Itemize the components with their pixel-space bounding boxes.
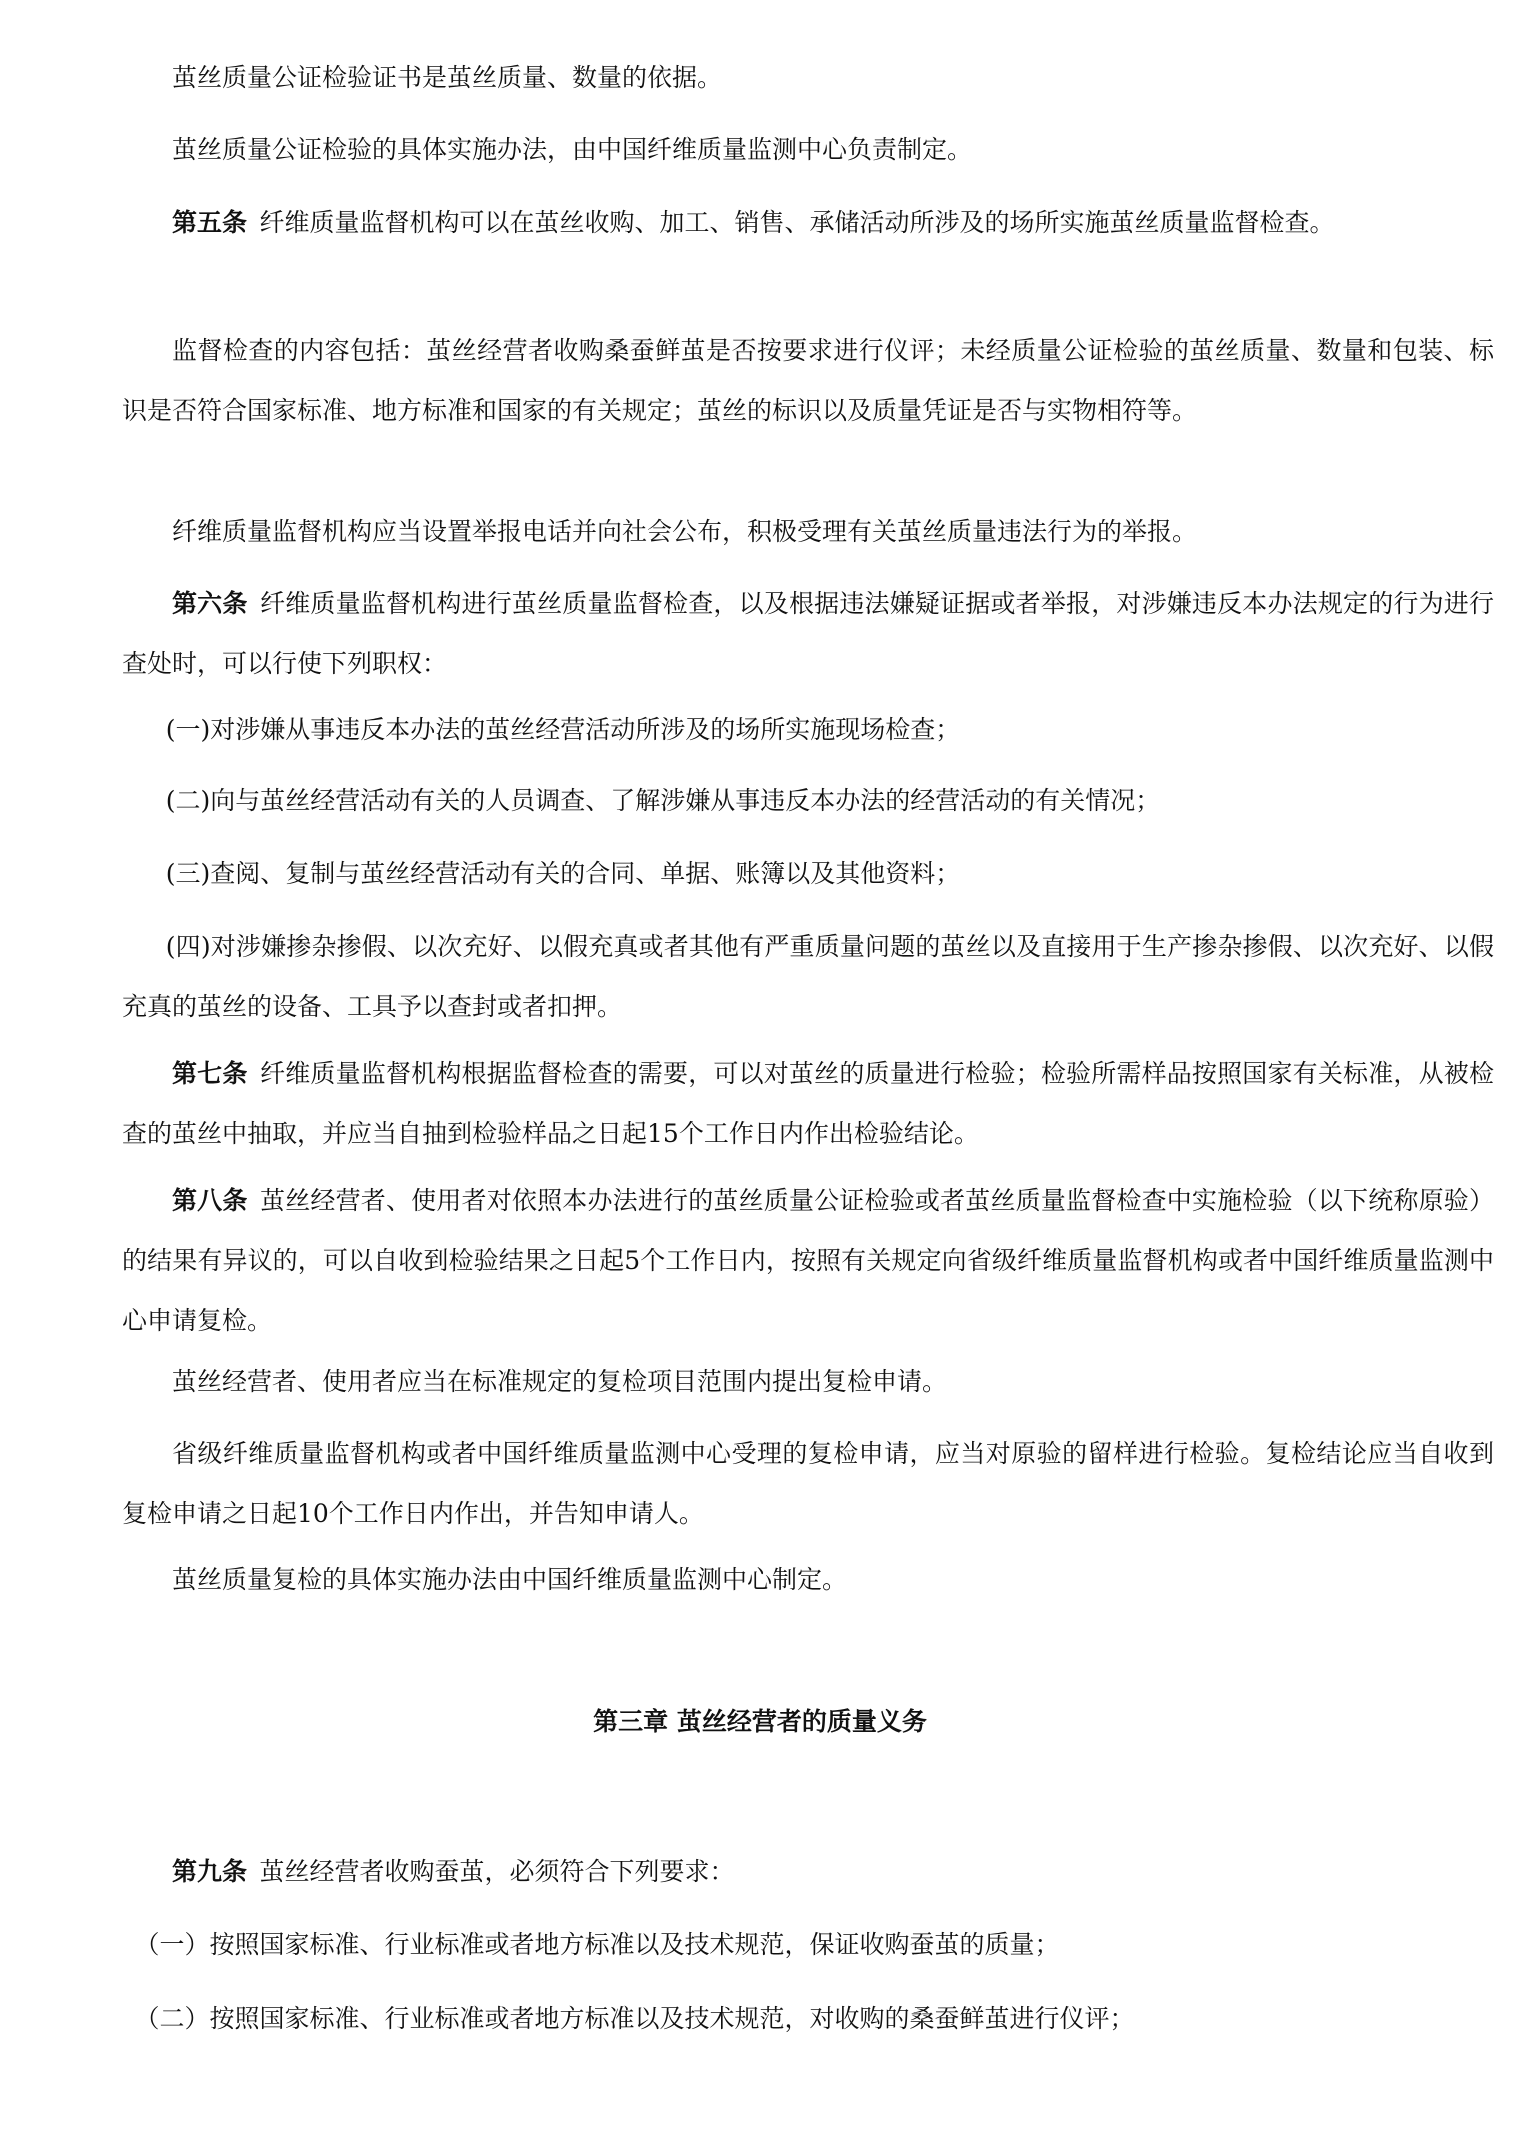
paragraph-supervision-content xyxy=(122,321,1494,441)
paragraph-text: 监督检查的内容包括：茧丝经营者收购桑蚕鲜茧是否按要求进行仪评；未经质量公证检验的茧丝质量、数量和包装、标识是否符合国家标准、地方标准和国家的有关规定；茧丝的标识以及质量凭证是否与实物相符等。 xyxy=(122,336,1494,425)
chapter-heading: 第三章 茧丝经营者的质量义务 xyxy=(593,1707,927,1736)
paragraph-recheck-measures xyxy=(122,1550,1494,1610)
article-number: 第六条 xyxy=(172,589,248,618)
paragraph-text: 茧丝质量复检的具体实施办法由中国纤维质量监测中心制定。 xyxy=(172,1565,848,1594)
paragraph-recheck-scope xyxy=(122,1352,1494,1412)
paragraph-report-hotline xyxy=(122,502,1494,562)
article-text: 纤维质量监督机构可以在茧丝收购、加工、销售、承储活动所涉及的场所实施茧丝质量监督检查。 xyxy=(259,208,1335,237)
article-9-item-1 xyxy=(122,1915,1494,1975)
list-item-text: (二)向与茧丝经营活动有关的人员调查、了解涉嫌从事违反本办法的经营活动的有关情况； xyxy=(165,786,1161,815)
article-5 xyxy=(122,193,1494,253)
paragraph-text: 纤维质量监督机构应当设置举报电话并向社会公布，积极受理有关茧丝质量违法行为的举报。 xyxy=(172,517,1198,546)
paragraph-text: 茧丝经营者、使用者应当在标准规定的复检项目范围内提出复检申请。 xyxy=(172,1367,948,1396)
paragraph-inspection-measures xyxy=(122,120,1494,180)
article-text: 茧丝经营者、使用者对依照本办法进行的茧丝质量公证检验或者茧丝质量监督检查中实施检验（以下统称原验）的结果有异议的，可以自收到检验结果之日起5个工作日内，按照有关规定向省级纤维质量监督机构或者中国纤维质量监测中心申请复检。 xyxy=(122,1186,1494,1335)
article-6-item-3 xyxy=(122,844,1494,904)
article-number: 第七条 xyxy=(172,1059,248,1088)
article-6-item-2 xyxy=(122,771,1494,831)
list-item-text: (一)对涉嫌从事违反本办法的茧丝经营活动所涉及的场所实施现场检查； xyxy=(165,715,961,744)
paragraph-text: 省级纤维质量监督机构或者中国纤维质量监测中心受理的复检申请，应当对原验的留样进行检验。复检结论应当自收到复检申请之日起10个工作日内作出，并告知申请人。 xyxy=(122,1439,1494,1528)
list-item-text: (三)查阅、复制与茧丝经营活动有关的合同、单据、账簿以及其他资料； xyxy=(165,859,961,888)
paragraph-certificate-basis xyxy=(122,48,1494,108)
article-6-item-4 xyxy=(122,917,1494,1037)
article-text: 纤维质量监督机构根据监督检查的需要，可以对茧丝的质量进行检验；检验所需样品按照国家有关标准，从被检查的茧丝中抽取，并应当自抽到检验样品之日起15个工作日内作出检验结论。 xyxy=(122,1059,1494,1148)
article-text: 纤维质量监督机构进行茧丝质量监督检查，以及根据违法嫌疑证据或者举报，对涉嫌违反本办法规定的行为进行查处时，可以行使下列职权： xyxy=(122,589,1494,678)
article-6-item-1 xyxy=(122,700,1494,760)
paragraph-recheck-procedure xyxy=(122,1424,1494,1544)
article-6 xyxy=(122,574,1494,694)
list-item-text: （一）按照国家标准、行业标准或者地方标准以及技术规范，保证收购蚕茧的质量； xyxy=(134,1930,1060,1959)
article-text: 茧丝经营者收购蚕茧，必须符合下列要求： xyxy=(259,1857,735,1886)
paragraph-text: 茧丝质量公证检验的具体实施办法，由中国纤维质量监测中心负责制定。 xyxy=(172,135,973,164)
article-9 xyxy=(122,1842,1494,1902)
list-item-text: (四)对涉嫌掺杂掺假、以次充好、以假充真或者其他有严重质量问题的茧丝以及直接用于生产掺杂掺假、以次充好、以假充真的茧丝的设备、工具予以查封或者扣押。 xyxy=(122,932,1494,1021)
article-7 xyxy=(122,1044,1494,1164)
article-9-item-2 xyxy=(122,1989,1494,2049)
paragraph-text: 茧丝质量公证检验证书是茧丝质量、数量的依据。 xyxy=(172,63,723,92)
article-number: 第九条 xyxy=(172,1857,248,1886)
list-item-text: （二）按照国家标准、行业标准或者地方标准以及技术规范，对收购的桑蚕鲜茧进行仪评； xyxy=(134,2004,1135,2033)
article-number: 第五条 xyxy=(172,208,248,237)
article-8 xyxy=(122,1171,1494,1351)
article-number: 第八条 xyxy=(172,1186,248,1215)
